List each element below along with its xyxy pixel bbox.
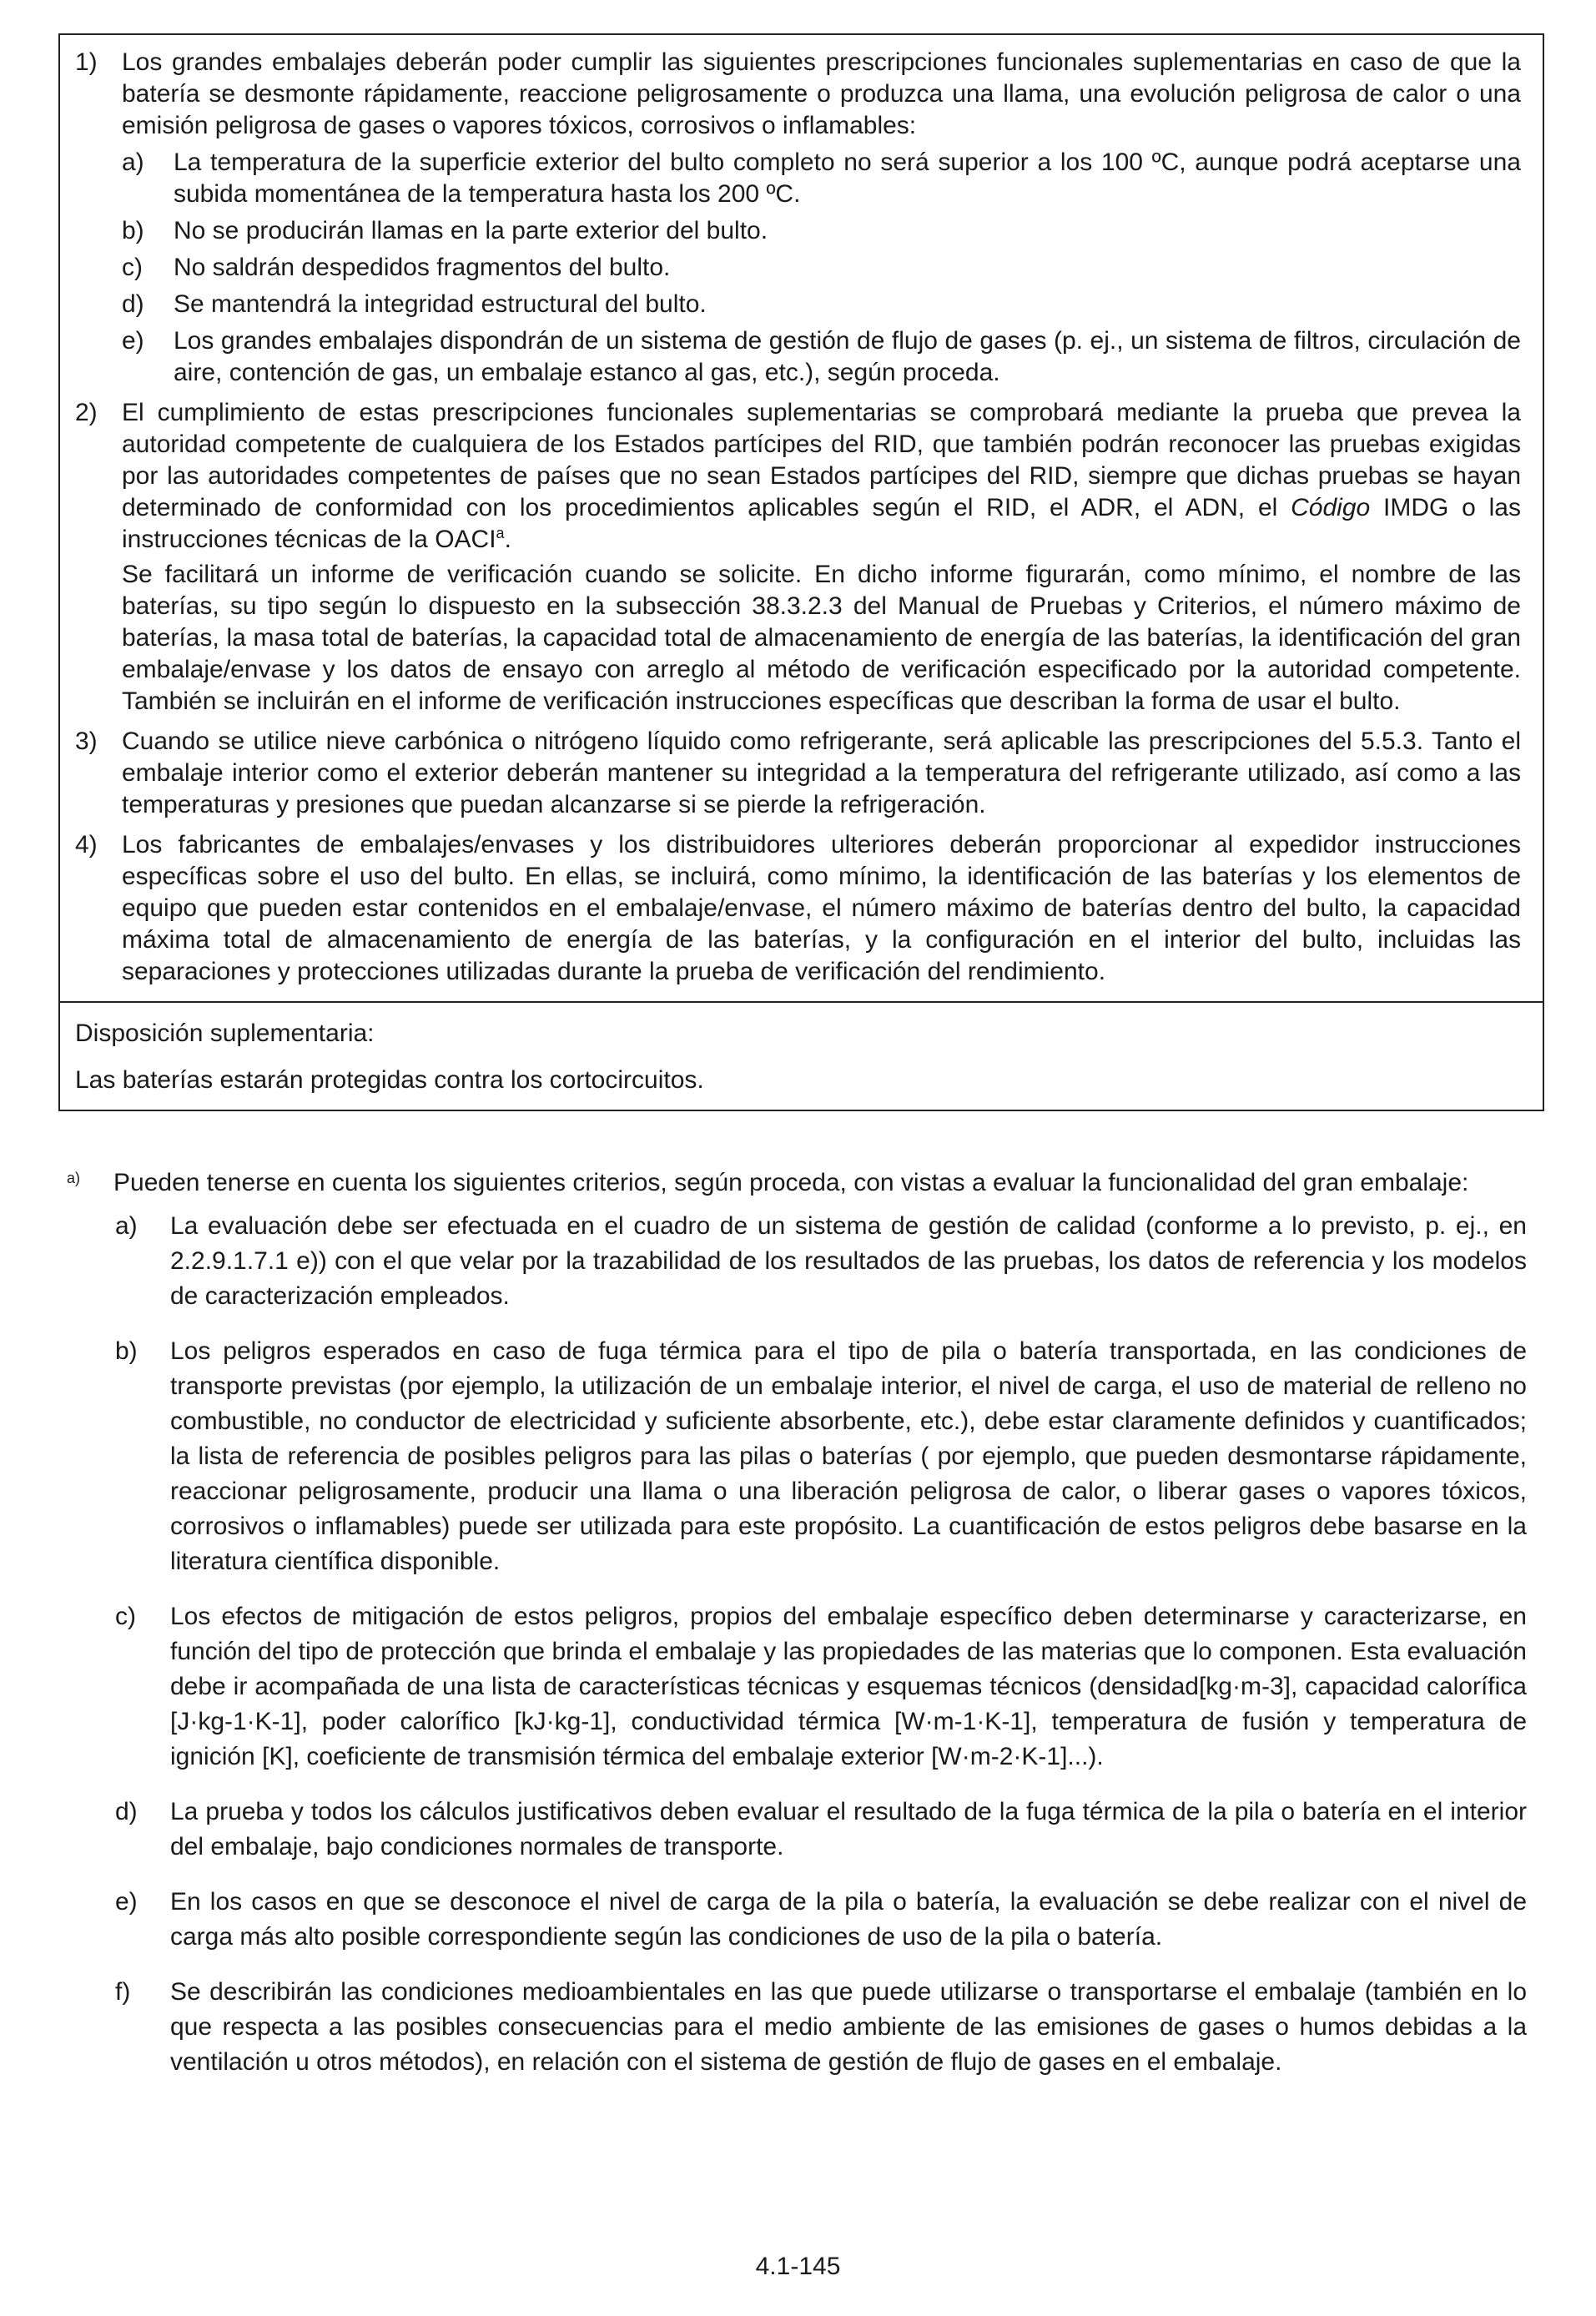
requirement-2 <box>75 397 1521 717</box>
subitem-text: Se mantendrá la integridad estructural del bulto. <box>174 290 707 318</box>
supplementary-text: Las baterías estarán protegidas contra los cortocircuitos. <box>75 1066 704 1094</box>
footnote-item-text: Se describirán las condiciones medioambientales en las que puede utilizarse o transportarse el embalaje (también en lo que respecta a las posibles consecuencias para el medio ambiente de las emisiones de gases o humos debidas a la ventilación u otros métodos), en relación con el sistema de gestión de flujo de gases en el embalaje. <box>170 1978 1527 2076</box>
item-text: El cumplimiento de estas prescripciones funcionales suplementarias se comprobará mediante la prueba que prevea la autoridad competente de cualquiera de los Estados partícipes del RID, que también podrán reconocer las pruebas exigidas por las autoridades competentes de países que no sean Estados partícipes del RID, siempre que dichas pruebas se hayan determinado de conformidad con los procedimientos aplicables según el RID, el ADR, el ADN, el Código IMDG o las instrucciones técnicas de la OACI$^a$. <box>122 399 1521 553</box>
footnote-item-number: a) <box>115 1212 138 1240</box>
italic-code-word: Código <box>1291 494 1371 521</box>
subitem-number: a) <box>122 149 144 176</box>
item-number: 4) <box>75 831 98 858</box>
footnote-item-a <box>58 1209 1527 1314</box>
supplementary-provision-cell <box>60 1001 1543 1110</box>
item-text: Los fabricantes de embalajes/envases y los distribuidores ulteriores deberán proporcionar al expedidor instrucciones específicas sobre el uso del bulto. En ellas, se incluirá, como mínimo, la identificación de las baterías y los elementos de equipo que pueden estar contenidos en el embalaje/envase, el número máximo de baterías dentro del bulto, la capacidad máxima total de almacenamiento de energía de las baterías, y la configuración en el interior del bulto, incluidas las separaciones y protecciones utilizadas durante la prueba de verificación del rendimiento. <box>122 831 1521 985</box>
footnote <box>58 1166 1527 2100</box>
footnote-item-c <box>58 1599 1527 1775</box>
subitem-e <box>122 325 1521 389</box>
footnote-item-text: La evaluación debe ser efectuada en el cuadro de un sistema de gestión de calidad (conforme a lo previsto, p. ej., en 2.2.9.1.7.1 e)) con el que velar por la trazabilidad de los resultados de las pruebas, los datos de referencia y los modelos de caracterización empleados. <box>170 1212 1527 1310</box>
subitem-a <box>122 147 1521 210</box>
subitem-number: d) <box>122 290 144 318</box>
footnote-item-text: La prueba y todos los cálculos justificativos deben evaluar el resultado de la fuga térmica de la pila o batería en el interior del embalaje, bajo condiciones normales de transporte. <box>170 1798 1527 1860</box>
page-number: 4.1-145 <box>755 2253 841 2280</box>
item-text: Los grandes embalajes deberán poder cumplir las siguientes prescripciones funcionales suplementarias en caso de que la batería se desmonte rápidamente, reaccione peligrosamente o produzca una llama, una evolución peligrosa de calor o una emisión peligrosa de gases o vapores tóxicos, corrosivos o inflamables: <box>122 48 1521 139</box>
subitem-text: No se producirán llamas en la parte exterior del bulto. <box>174 217 768 244</box>
footnote-item-number: f) <box>115 1978 131 2006</box>
requirement-3 <box>75 726 1521 821</box>
footnote-item-number: d) <box>115 1798 138 1825</box>
footnote-item-number: c) <box>115 1603 136 1630</box>
item-number: 1) <box>75 48 98 76</box>
item-text: Cuando se utilice nieve carbónica o nitrógeno líquido como refrigerante, será aplicable las prescripciones del 5.5.3. Tanto el embalaje interior como el exterior deberán mantener su integridad a la temperatura del refrigerante utilizado, así como a las temperaturas y presiones que puedan alcanzarse si se pierde la refrigeración. <box>122 728 1521 818</box>
footnote-item-f <box>58 1975 1527 2080</box>
footnote-item-number: e) <box>115 1888 138 1916</box>
subitem-number: b) <box>122 217 144 244</box>
subitem-text: Los grandes embalajes dispondrán de un sistema de gestión de flujo de gases (p. ej., un sistema de filtros, circulación de aire, contención de gas, un embalaje estanco al gas, etc.), según proceda. <box>174 327 1521 386</box>
requirement-4 <box>75 829 1521 988</box>
subitem-c <box>122 252 1521 284</box>
subitem-text: La temperatura de la superficie exterior del bulto completo no será superior a los 100 ºC, aunque podrá aceptarse una subida momentánea de la temperatura hasta los 200 ºC. <box>174 149 1521 208</box>
subitem-number: c) <box>122 254 143 281</box>
subitem-d <box>122 289 1521 320</box>
subitem-text: No saldrán despedidos fragmentos del bulto. <box>174 254 671 281</box>
subitem-number: e) <box>122 327 144 355</box>
item-paragraph-2: Se facilitará un informe de verificación cuando se solicite. En dicho informe figurarán, como mínimo, el nombre de las baterías, su tipo según lo dispuesto en la subsección 38.3.2.3 del Manual de Pruebas y Criterios, el número máximo de baterías, la masa total de baterías, la capacidad total de almacenamiento de energía de las baterías, la identificación del gran embalaje/envase y los datos de ensayo con arreglo al método de verificación especificado por la autoridad competente. También se incluirán en el informe de verificación instrucciones específicas que describan la forma de usar el bulto. <box>122 561 1521 715</box>
footnote-ref: a <box>496 525 505 541</box>
footnote-intro: Pueden tenerse en cuenta los siguientes criterios, según proceda, con vistas a evaluar la funcionalidad del gran embalaje: <box>113 1169 1469 1196</box>
requirements-table <box>58 33 1544 1111</box>
footnote-item-text: Los peligros esperados en caso de fuga térmica para el tipo de pila o batería transportada, en las condiciones de transporte previstas (por ejemplo, la utilización de un embalaje interior, el nivel de carga, el uso de material de relleno no combustible, no conductor de electricidad y suficiente absorbente, etc.), debe estar claramente definidos y cuantificados; la lista de referencia de posibles peligros para las pilas o baterías ( por ejemplo, que pueden desmontarse rápidamente, reaccionar peligrosamente, producir una llama o una liberación peligrosa de calor, o liberar gases o vapores tóxicos, corrosivos o inflamables) puede ser utilizada para este propósito. La cuantificación de estos peligros debe basarse en la literatura científica disponible. <box>170 1337 1527 1575</box>
item-number: 2) <box>75 399 98 426</box>
requirement-1 <box>75 47 1521 389</box>
footnote-item-number: b) <box>115 1337 138 1365</box>
footnote-item-text: En los casos en que se desconoce el nivel de carga de la pila o batería, la evaluación se debe realizar con el nivel de carga más alto posible correspondiente según las condiciones de uso de la pila o batería. <box>170 1888 1527 1951</box>
item-number: 3) <box>75 728 98 755</box>
subitem-b <box>122 215 1521 247</box>
footnote-item-e <box>58 1885 1527 1955</box>
footnote-item-text: Los efectos de mitigación de estos peligros, propios del embalaje específico deben determinarse y caracterizarse, en función del tipo de protección que brinda el embalaje y las propiedades de las materias que lo componen. Esta evaluación debe ir acompañada de una lista de características técnicas y esquemas técnicos (densidad[kg·m-3], capacidad calorífica [J·kg-1·K-1], poder calorífico [kJ·kg-1], conductividad térmica [W·m-1·K-1], temperatura de fusión y temperatura de ignición [K], coeficiente de transmisión térmica del embalaje exterior [W·m-2·K-1]...). <box>170 1603 1527 1770</box>
requirements-cell <box>60 35 1543 1001</box>
footnote-item-b <box>58 1334 1527 1579</box>
supplementary-heading: Disposición suplementaria: <box>75 1020 375 1047</box>
footnote-mark: a) <box>67 1170 81 1186</box>
footnote-item-d <box>58 1795 1527 1865</box>
